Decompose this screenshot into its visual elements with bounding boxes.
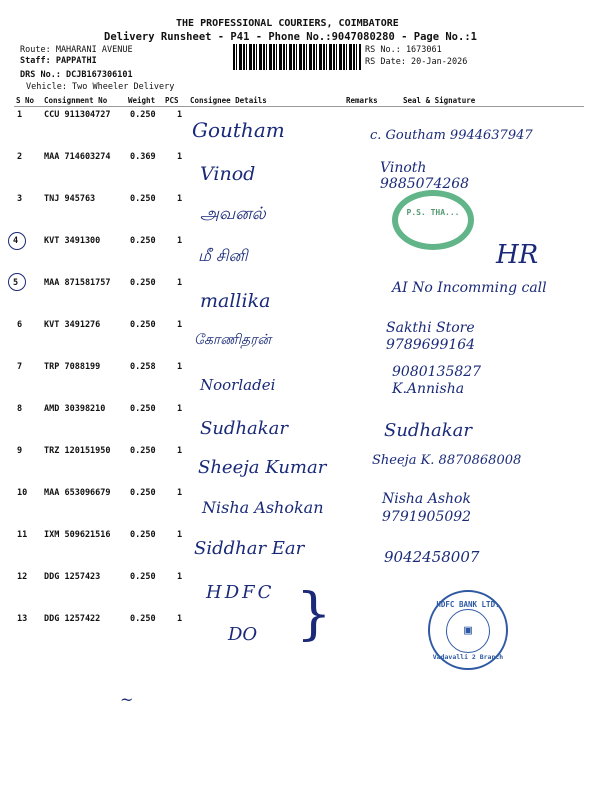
row-pcs: 1 bbox=[177, 320, 183, 330]
row-sno: 13 bbox=[17, 614, 28, 624]
row-consignment: TRP 7088199 bbox=[44, 362, 101, 372]
consignee-handwriting: Vinod bbox=[200, 163, 256, 185]
row-pcs: 1 bbox=[177, 404, 183, 414]
row-pcs: 1 bbox=[177, 152, 183, 162]
consignee-handwriting: Sheeja Kumar bbox=[198, 457, 327, 478]
row-sno: 6 bbox=[17, 320, 23, 330]
row-pcs: 1 bbox=[177, 614, 183, 624]
col-consignee: Consignee Details bbox=[190, 96, 267, 105]
row-sno: 12 bbox=[17, 572, 28, 582]
row-pcs: 1 bbox=[177, 194, 183, 204]
drs-number: DRS No.: DCJB167306101 bbox=[20, 70, 133, 80]
row-sno: 2 bbox=[17, 152, 23, 162]
row-consignment: MAA 871581757 bbox=[44, 278, 111, 288]
signature-handwriting: Sudhakar bbox=[384, 420, 473, 441]
row-weight: 0.369 bbox=[130, 152, 156, 162]
row-weight: 0.258 bbox=[130, 362, 156, 372]
row-pcs: 1 bbox=[177, 110, 183, 120]
consignee-handwriting: மீ சினி bbox=[198, 246, 248, 265]
vehicle-label: Vehicle: Two Wheeler Delivery bbox=[26, 82, 175, 92]
row-weight: 0.250 bbox=[130, 614, 156, 624]
row-consignment: AMD 30398210 bbox=[44, 404, 106, 414]
row-weight: 0.250 bbox=[130, 110, 156, 120]
signature-handwriting: 9080135827 K.Annisha bbox=[392, 364, 482, 397]
consignee-handwriting: Noorladei bbox=[200, 376, 276, 394]
row-sno: 3 bbox=[17, 194, 23, 204]
barcode bbox=[233, 44, 361, 70]
consignee-handwriting: Siddhar Ear bbox=[194, 538, 305, 559]
row-pcs: 1 bbox=[177, 488, 183, 498]
stamp-text-top: HDFC BANK LTD. bbox=[436, 599, 500, 609]
signature-handwriting: Vinoth 9885074268 bbox=[380, 160, 470, 192]
row-weight: 0.250 bbox=[130, 572, 156, 582]
row-consignment: IXM 509621516 bbox=[44, 530, 111, 540]
row-consignment: DDG 1257422 bbox=[44, 614, 101, 624]
signature-handwriting: Sakthi Store 9789699164 bbox=[386, 320, 476, 353]
signature-handwriting: 9042458007 bbox=[384, 548, 480, 566]
route-label: Route: MAHARANI AVENUE bbox=[20, 45, 133, 55]
row-consignment: TRZ 120151950 bbox=[44, 446, 111, 456]
row-consignment: MAA 653096679 bbox=[44, 488, 111, 498]
signature-handwriting: Sheeja K. 8870868008 bbox=[372, 453, 522, 468]
col-weight: Weight bbox=[128, 96, 156, 105]
consignee-handwriting: கோணிதரன் bbox=[194, 332, 271, 348]
consignee-handwriting: mallika bbox=[200, 290, 271, 312]
consignee-handwriting: Nisha Ashokan bbox=[202, 498, 324, 517]
rs-number: RS No.: 1673061 bbox=[365, 45, 442, 55]
consignee-handwriting: HDFC bbox=[206, 582, 275, 603]
row-pcs: 1 bbox=[177, 446, 183, 456]
row-consignment: TNJ 945763 bbox=[44, 194, 96, 204]
row-weight: 0.250 bbox=[130, 446, 156, 456]
row-consignment: MAA 714603274 bbox=[44, 152, 111, 162]
row-pcs: 1 bbox=[177, 572, 183, 582]
col-seal-signature: Seal & Signature bbox=[403, 96, 476, 105]
row-sno: 10 bbox=[17, 488, 28, 498]
consignee-handwriting: DO bbox=[228, 624, 258, 645]
row-sno: 1 bbox=[17, 110, 23, 120]
row-pcs: 1 bbox=[177, 362, 183, 372]
consignee-handwriting: Sudhakar bbox=[200, 418, 289, 439]
col-sno: S No bbox=[16, 96, 35, 105]
bank-logo-icon: ▣ bbox=[446, 609, 490, 653]
row-sno: 8 bbox=[17, 404, 23, 414]
row-sno: 4 bbox=[13, 236, 19, 246]
row-consignment: KVT 3491276 bbox=[44, 320, 101, 330]
green-stamp bbox=[392, 190, 474, 250]
row-pcs: 1 bbox=[177, 236, 183, 246]
green-stamp-text: P.S. THA... bbox=[406, 208, 460, 217]
row-weight: 0.250 bbox=[130, 488, 156, 498]
page-subtitle: Delivery Runsheet - P41 - Phone No.:9047080280 - Page No.:1 bbox=[104, 31, 477, 43]
rs-date: RS Date: 20-Jan-2026 bbox=[365, 57, 468, 67]
hdfc-bank-stamp bbox=[428, 590, 508, 670]
col-consignment: Consignment No bbox=[44, 96, 108, 105]
brace-mark: } bbox=[296, 582, 332, 647]
signature-handwriting: Nisha Ashok 9791905092 bbox=[382, 491, 472, 525]
row-weight: 0.250 bbox=[130, 530, 156, 540]
row-consignment: DDG 1257423 bbox=[44, 572, 101, 582]
row-consignment: CCU 911304727 bbox=[44, 110, 111, 120]
row-pcs: 1 bbox=[177, 278, 183, 288]
row-pcs: 1 bbox=[177, 530, 183, 540]
row-sno: 11 bbox=[17, 530, 28, 540]
signature-handwriting: HR bbox=[496, 240, 539, 270]
row-weight: 0.250 bbox=[130, 278, 156, 288]
col-remarks: Remarks bbox=[346, 96, 378, 105]
row-consignment: KVT 3491300 bbox=[44, 236, 101, 246]
staff-label: Staff: PAPPATHI bbox=[20, 56, 97, 66]
row-weight: 0.250 bbox=[130, 194, 156, 204]
page-title: THE PROFESSIONAL COURIERS, COIMBATORE bbox=[176, 18, 399, 29]
row-sno: 9 bbox=[17, 446, 23, 456]
row-weight: 0.250 bbox=[130, 404, 156, 414]
stray-mark: ~ bbox=[120, 690, 134, 709]
header-rule bbox=[14, 106, 584, 107]
col-pcs: PCS bbox=[165, 96, 179, 105]
row-sno: 5 bbox=[13, 278, 19, 288]
row-sno: 7 bbox=[17, 362, 23, 372]
signature-handwriting: c. Goutham 9944637947 bbox=[370, 128, 533, 143]
consignee-handwriting: அவனல் bbox=[200, 204, 266, 224]
row-weight: 0.250 bbox=[130, 320, 156, 330]
signature-handwriting: AI No Incomming call bbox=[392, 280, 547, 296]
row-weight: 0.250 bbox=[130, 236, 156, 246]
stamp-text-bottom: Vadavalli 2 Branch bbox=[432, 652, 504, 661]
consignee-handwriting: Goutham bbox=[192, 118, 285, 142]
